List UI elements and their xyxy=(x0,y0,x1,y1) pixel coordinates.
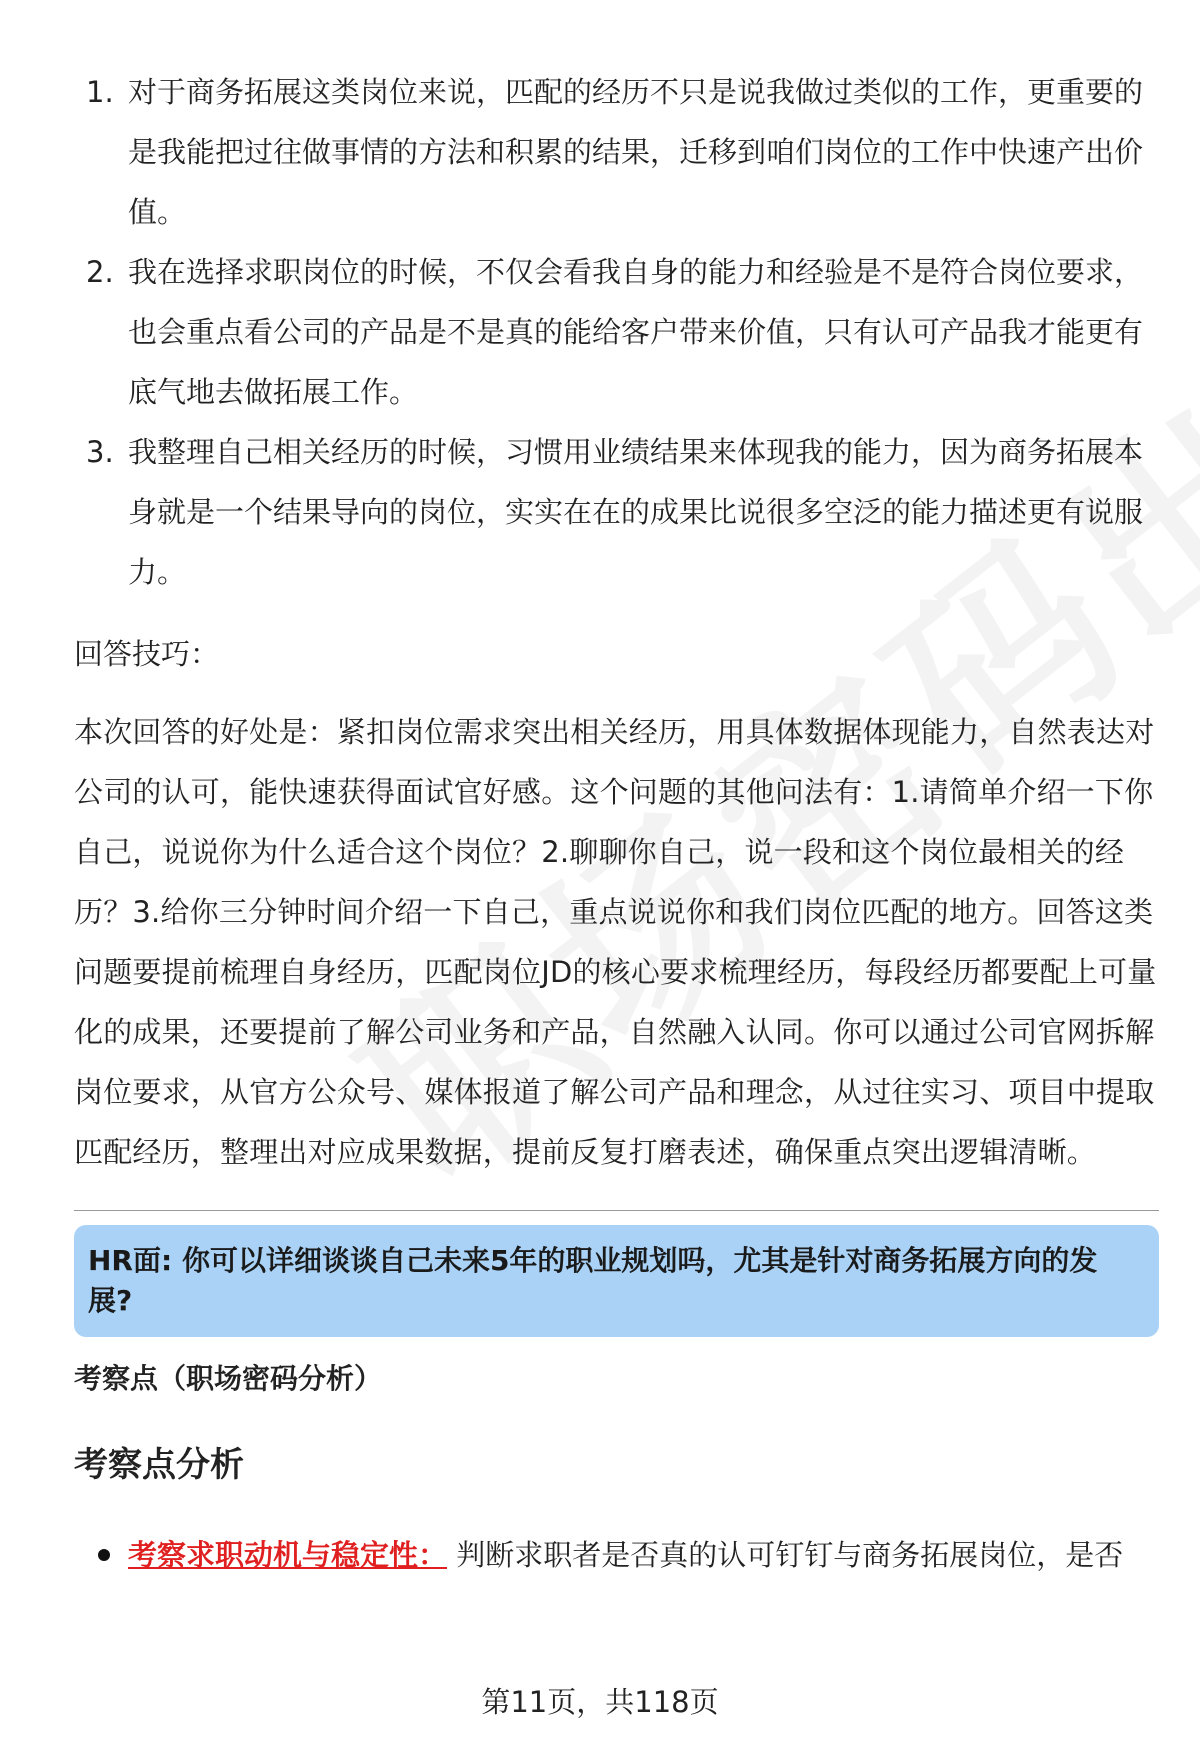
section-heading-large: 考察点分析 xyxy=(74,1445,244,1485)
bullet-item xyxy=(74,1533,1159,1577)
list-item xyxy=(74,62,1159,242)
list-number: 3. xyxy=(86,435,114,469)
list-text: 对于商务拓展这类岗位来说，匹配的经历不只是说我做过类似的工作，更重要的是我能把过往做事情的方法和积累的结果，迁移到咱们岗位的工作中快速产出价值。 xyxy=(128,75,1144,229)
tips-paragraph: 本次回答的好处是：紧扣岗位需求突出相关经历，用具体数据体现能力，自然表达对公司的认可，能快速获得面试官好感。这个问题的其他问法有：1.请简单介绍一下你自己，说说你为什么适合这个岗位？2.聊聊你自己，说一段和这个岗位最相关的经历？3.给你三分钟时间介绍一下自己，重点说说你和我们岗位匹配的地方。回答这类问题要提前梳理自身经历，匹配岗位JD的核心要求梳理经历，每段经历都要配上可量化的成果，还要提前了解公司业务和产品，自然融入认同。你可以通过公司官网拆解岗位要求，从官方公众号、媒体报道了解公司产品和理念，从过往实习、项目中提取匹配经历，整理出对应成果数据，提前反复打磨表述，确保重点突出逻辑清晰。 xyxy=(74,715,1157,1169)
list-text: 我整理自己相关经历的时候，习惯用业绩结果来体现我的能力，因为商务拓展本身就是一个结果导向的岗位，实实在在的成果比说很多空泛的能力描述更有说服力。 xyxy=(128,435,1144,589)
list-item xyxy=(74,242,1159,422)
bullet-key-phrase: 考察求职动机与稳定性： xyxy=(128,1538,448,1572)
bullet-dot-icon xyxy=(98,1549,110,1561)
list-item xyxy=(74,422,1159,602)
list-text: 我在选择求职岗位的时候，不仅会看我自身的能力和经验是不是符合岗位要求，也会重点看公司的产品是不是真的能给客户带来价值，只有认可产品我才能更有底气地去做拓展工作。 xyxy=(128,255,1144,409)
answer-list xyxy=(74,62,1159,602)
tips-heading: 回答技巧： xyxy=(74,637,220,671)
section-heading-small: 考察点（职场密码分析） xyxy=(74,1362,383,1395)
list-number: 2. xyxy=(86,255,114,289)
page-footer: 第11页，共118页 xyxy=(481,1685,719,1719)
list-number: 1. xyxy=(86,75,114,109)
document-page xyxy=(74,62,1159,1577)
divider xyxy=(74,1210,1159,1211)
question-callout: HR面: 你可以详细谈谈自己未来5年的职业规划吗，尤其是针对商务拓展方向的发展? xyxy=(74,1225,1159,1337)
bullet-text: 判断求职者是否真的认可钉钉与商务拓展岗位，是否 xyxy=(456,1538,1124,1572)
